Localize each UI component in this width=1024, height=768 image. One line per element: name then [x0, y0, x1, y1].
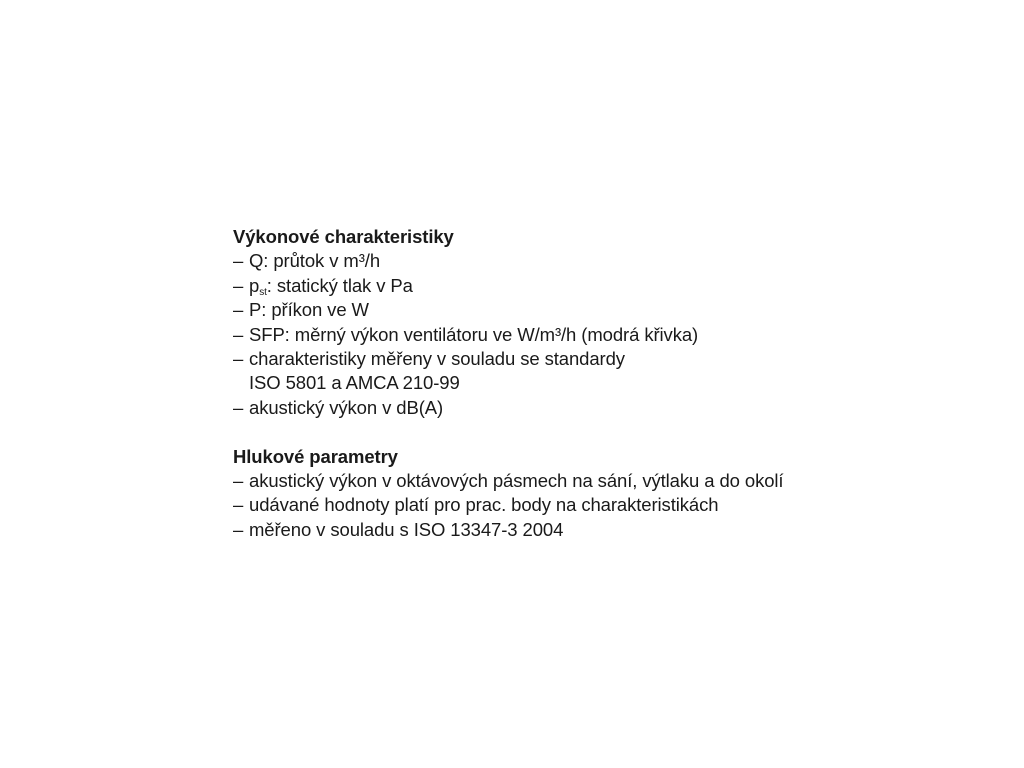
item-subscript: st	[259, 286, 267, 298]
bullet-dash: –	[233, 518, 244, 540]
item-text: charakteristiky měřeny v souladu se standardy	[249, 348, 625, 370]
item-prefix: p	[249, 274, 260, 296]
item-text: akustický výkon v dB(A)	[249, 396, 444, 418]
bullet-dash: –	[233, 250, 244, 272]
item-text: Q: průtok v m³/h	[249, 250, 381, 272]
bullet-dash: –	[233, 494, 244, 516]
item-text: měřeno v souladu s ISO 13347-3 2004	[249, 518, 564, 540]
bullet-dash: –	[233, 348, 244, 370]
item-text: : statický tlak v Pa	[266, 274, 413, 296]
item-text: akustický výkon v oktávových pásmech na sání, výtlaku a do okolí	[249, 470, 784, 492]
bullet-dash: –	[233, 470, 244, 492]
list-item	[233, 347, 973, 371]
section-heading: Hlukové parametry	[233, 445, 398, 467]
bullet-dash: –	[233, 299, 244, 321]
bullet-dash: –	[233, 274, 244, 296]
list-item	[233, 323, 973, 347]
section-noise	[233, 445, 973, 543]
item-text: P: příkon ve W	[249, 299, 369, 321]
list-item	[233, 493, 973, 517]
bullet-dash: –	[233, 396, 244, 418]
item-text: udávané hodnoty platí pro prac. body na charakteristikách	[249, 494, 719, 516]
document-body	[233, 225, 973, 542]
section-performance	[233, 225, 973, 420]
list-item	[233, 274, 973, 298]
section-heading: Výkonové charakteristiky	[233, 226, 454, 247]
list-item	[233, 298, 973, 322]
list-item	[233, 396, 973, 420]
bullet-dash: –	[233, 323, 244, 345]
item-continuation: ISO 5801 a AMCA 210-99	[249, 372, 460, 394]
list-item	[233, 469, 973, 493]
list-item	[233, 249, 973, 273]
item-text: SFP: měrný výkon ventilátoru ve W/m³/h (modrá křivka)	[249, 323, 699, 345]
list-item	[233, 518, 973, 542]
